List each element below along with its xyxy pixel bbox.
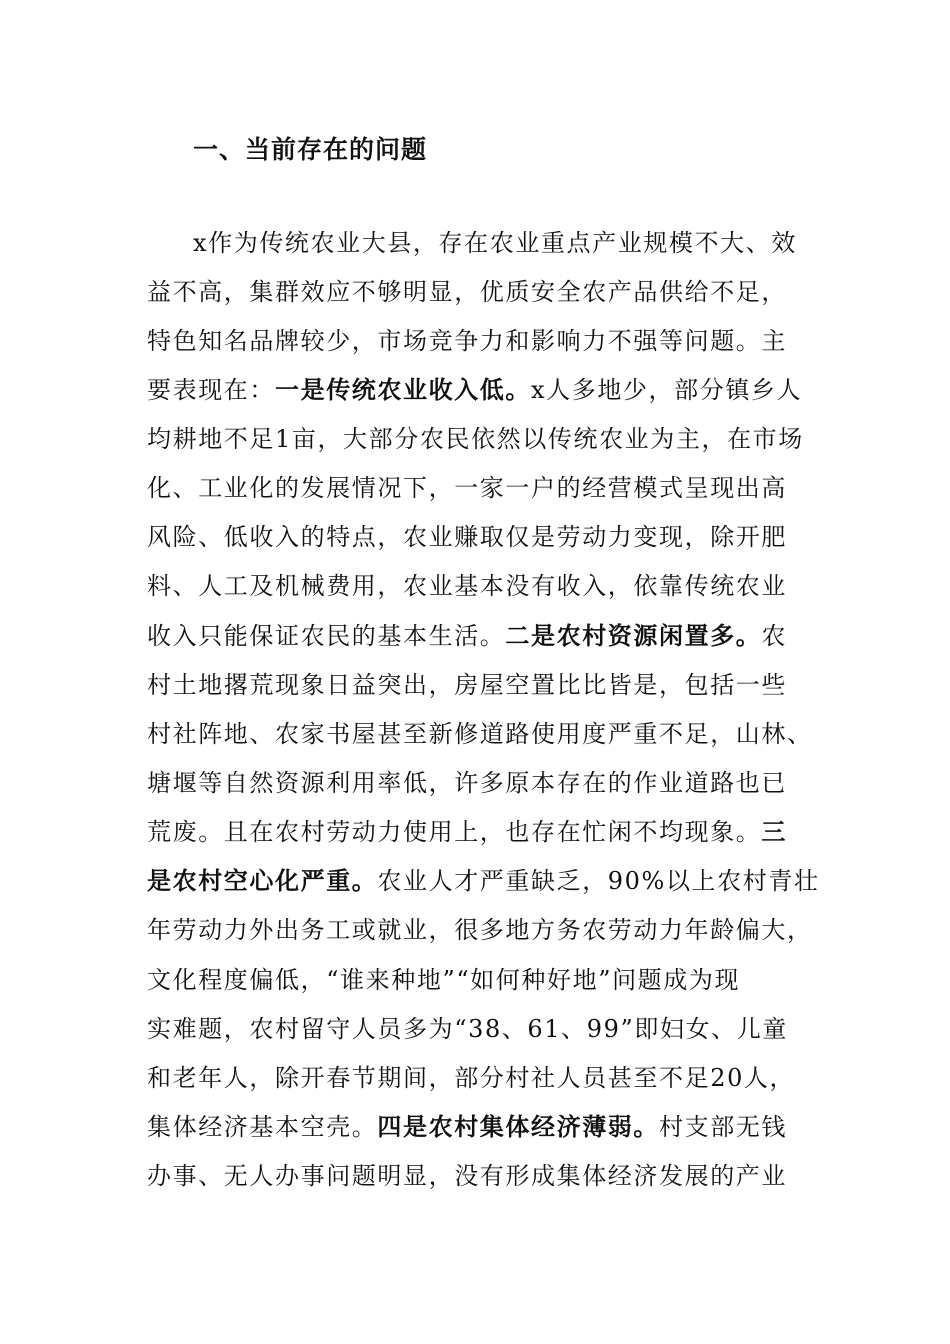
- text-run: 特色知名品牌较少，市场竞争力和影响力不强等问题。主: [147, 327, 787, 355]
- body-line: [147, 1062, 795, 1094]
- body-line: [147, 521, 787, 553]
- body-line: [147, 964, 740, 996]
- body-line: [147, 374, 802, 406]
- text-run: 年劳动力外出务工或就业，很多地方务农劳动力年龄偏大，: [147, 916, 813, 944]
- body-line: [147, 767, 787, 799]
- body-line: [147, 276, 787, 308]
- body-line: [147, 325, 787, 357]
- text-run: 农业人才严重缺乏，90%以上农村青壮: [377, 867, 820, 895]
- text-run: x人多地少，部分镇乡人: [531, 376, 803, 404]
- bold-run: 一是传统农业收入低。: [275, 375, 531, 404]
- text-run: 农: [761, 622, 788, 650]
- text-run: 料、人工及机械费用，农业基本没有收入，依靠传统农业: [147, 572, 787, 600]
- text-run: 村社阵地、农家书屋甚至新修道路使用度严重不足，山林、: [147, 720, 813, 748]
- body-line: [147, 718, 813, 750]
- text-run: 村土地撂荒现象日益突出，房屋空置比比皆是，包括一些: [147, 671, 787, 699]
- text-run: 风险、低收入的特点，农业赚取仅是劳动力变现，除开肥: [147, 523, 787, 551]
- text-run: 荒废。且在农村劳动力使用上，也存在忙闲不均现象。: [147, 818, 762, 846]
- body-line: [147, 914, 813, 946]
- bold-run: 三: [761, 817, 788, 846]
- text-run: 实难题，农村留守人员多为“38、61、99”即妇女、儿童: [147, 1015, 788, 1043]
- body-line: [147, 669, 787, 701]
- text-run: 办事、无人办事问题明显，没有形成集体经济发展的产业: [147, 1162, 787, 1190]
- body-line: [147, 1111, 787, 1143]
- body-line: [147, 1160, 787, 1192]
- body-line: [193, 227, 797, 259]
- text-run: 集体经济基本空壳。: [147, 1113, 378, 1141]
- bold-run: 是农村空心化严重。: [147, 866, 378, 895]
- text-run: 塘堰等自然资源利用率低，许多原本存在的作业道路也已: [147, 769, 787, 797]
- body-line: [147, 423, 804, 455]
- text-run: 和老年人，除开春节期间，部分村社人员甚至不足20人，: [147, 1064, 796, 1092]
- text-run: 收入只能保证农民的基本生活。: [147, 622, 506, 650]
- body-line: [147, 1013, 788, 1045]
- section-heading: 一、当前存在的问题: [193, 135, 428, 164]
- text-run: 文化程度偏低，“谁来种地”“如何种好地”问题成为现: [147, 966, 741, 994]
- text-run: 均耕地不足1亩，大部分农民依然以传统农业为主，在市场: [147, 425, 804, 453]
- body-line: [147, 472, 787, 504]
- body-line: [147, 816, 787, 848]
- text-run: 化、工业化的发展情况下，一家一户的经营模式呈现出高: [147, 474, 787, 502]
- bold-run: 四是农村集体经济薄弱。: [377, 1112, 660, 1141]
- text-run: 益不高，集群效应不够明显，优质安全农产品供给不足，: [147, 278, 787, 306]
- bold-run: 二是农村资源闲置多。: [505, 621, 762, 650]
- body-line: [147, 620, 787, 652]
- text-run: 村支部无钱: [659, 1113, 788, 1141]
- text-run: 要表现在：: [147, 376, 275, 404]
- body-line: [147, 865, 820, 897]
- text-run: x作为传统农业大县，存在农业重点产业规模不大、效: [193, 229, 797, 257]
- body-line: [147, 570, 787, 602]
